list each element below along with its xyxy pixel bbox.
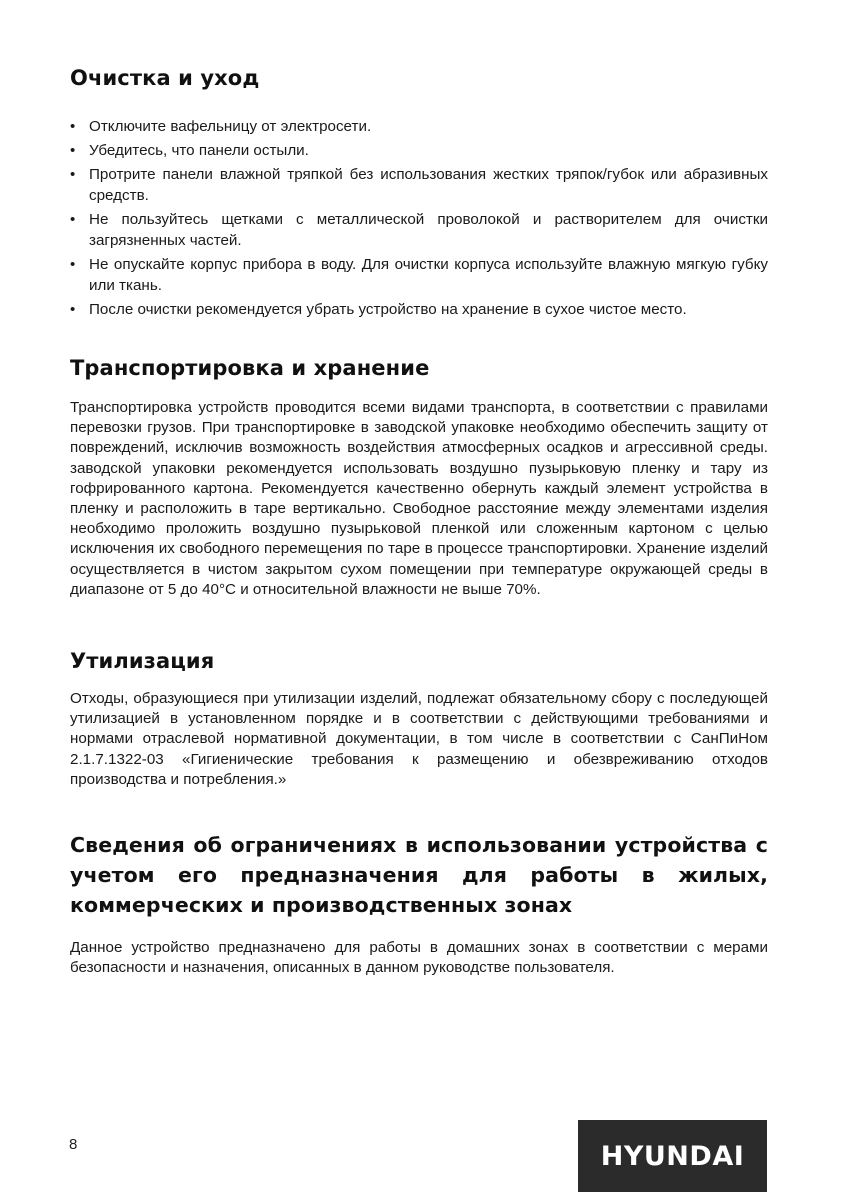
hyundai-logo <box>578 1120 767 1192</box>
restrictions-heading: Сведения об ограничениях в использовании устройства с учетом его предназначения для работы в жилых, коммерческих и производственных зонах <box>70 833 768 917</box>
list-item: • После очистки рекомендуется убрать устройство на хранение в сухое чистое место. <box>70 299 768 320</box>
list-item: • Отключите вафельницу от электросети. <box>70 116 768 137</box>
page-number: 8 <box>69 1136 78 1153</box>
cleaning-list <box>70 116 768 323</box>
list-item: • Протрите панели влажной тряпкой без использования жестких тряпок/губок или абразивных средств. <box>70 164 768 206</box>
list-item: • Не пользуйтесь щетками с металлической проволокой и растворителем для очистки загрязненных частей. <box>70 209 768 251</box>
disposal-paragraph: Отходы, образующиеся при утилизации изделий, подлежат обязательному сбору с последующей утилизацией в установленном порядке и в соответствии с действующими требованиями и нормами отраслевой нормативной документации, в том числе в соответствии с СанПиНом 2.1.7.1322-03 «Гигиенические требования к размещению и обезвреживанию отходов производства и потребления.» <box>70 690 768 788</box>
restrictions-paragraph: Данное устройство предназначено для работы в домашних зонах в соответствии с мерами безопасности и назначения, описанных в данном руководстве пользователя. <box>70 939 768 977</box>
transport-paragraph: Транспортировка устройств проводится всеми видами транспорта, в соответствии с правилами перевозки грузов. При транспортировке в заводской упаковке необходимо обеспечить защиту от повреждений, исключив возможность воздействия атмосферных осадков и агрессивной среды. заводской упаковки рекомендуется использовать воздушно пузырьковую пленку и тару из гофрированного картона. Рекомендуется качественно обернуть каждый элемент устройства в пленку и расположить в таре вертикально. Свободное расстояние между элементами изделия необходимо проложить воздушно пузырьковой пленкой или сложенным картоном с целью исключения их свободного перемещения по таре в процессе транспортировки. Хранение изделий осуществляется в чистом закрытом сухом помещении при температуре окружающей среды в диапазоне от 5 до 40°С и относительной влажности не выше 70%. <box>70 399 768 598</box>
list-item: • Убедитесь, что панели остыли. <box>70 140 768 161</box>
logo-text: HYUNDAI <box>600 1140 745 1172</box>
disposal-heading: Утилизация <box>70 649 215 673</box>
transport-heading: Транспортировка и хранение <box>70 356 430 380</box>
list-item: • Не опускайте корпус прибора в воду. Для очистки корпуса используйте влажную мягкую губку или ткань. <box>70 254 768 296</box>
cleaning-heading: Очистка и уход <box>70 66 260 90</box>
